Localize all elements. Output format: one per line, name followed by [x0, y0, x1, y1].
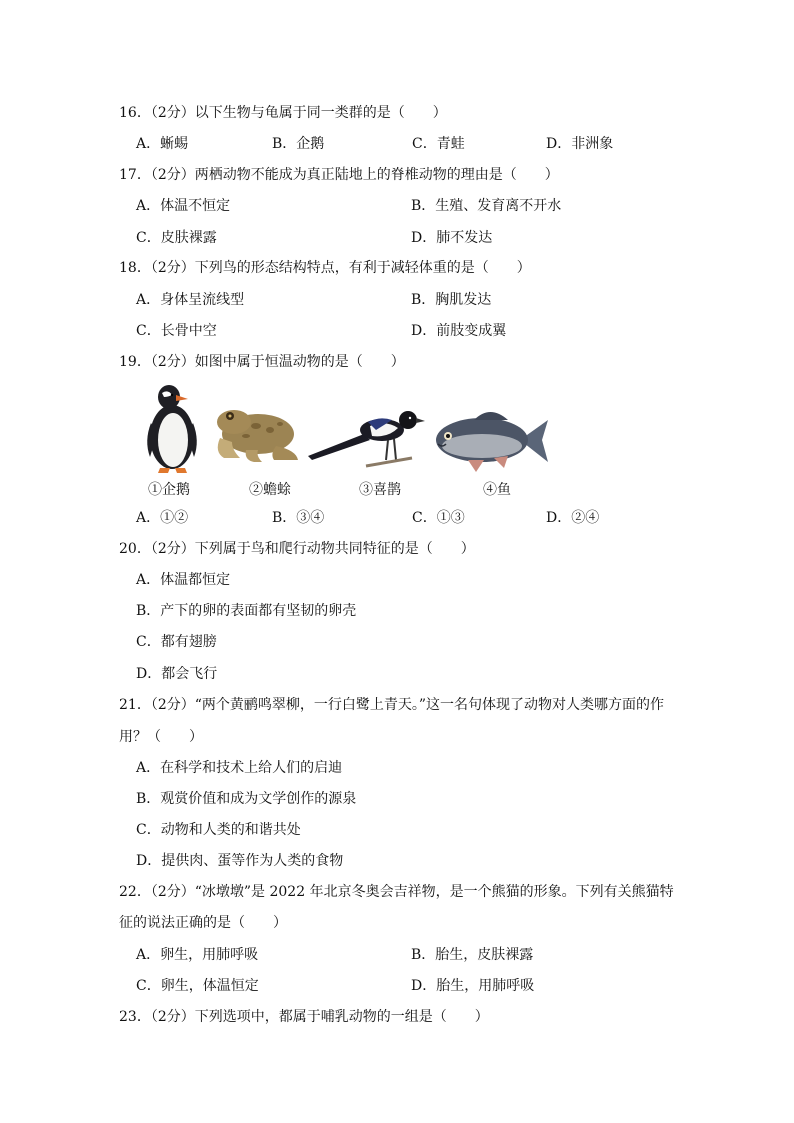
question-21-option-c: C．动物和人类的和谐共处	[136, 822, 301, 838]
question-17-option-a: A．体温不恒定	[136, 198, 231, 214]
question-21-option-a: A．在科学和技术上给人们的启迪	[136, 760, 343, 776]
question-17-option-b: B．生殖、发育离不开水	[411, 198, 562, 214]
question-23-stem: 23．（2分）下列选项中，都属于哺乳动物的一组是（ ）	[119, 1009, 489, 1025]
caption-toad: ②蟾蜍	[249, 482, 291, 498]
caption-fish: ④鱼	[483, 482, 511, 498]
question-21-option-b: B．观赏价值和成为文学创作的源泉	[136, 791, 357, 807]
question-20-stem: 20．（2分）下列属于鸟和爬行动物共同特征的是（ ）	[119, 541, 475, 557]
question-19-option-c: C．①③	[412, 510, 465, 526]
question-20-option-c: C．都有翅膀	[136, 634, 217, 650]
question-18-option-c: C．长骨中空	[136, 323, 217, 339]
question-17-stem: 17．（2分）两栖动物不能成为真正陆地上的脊椎动物的理由是（ ）	[119, 167, 559, 183]
question-21-stem-line2: 用？（ ）	[119, 729, 203, 745]
question-18-stem: 18．（2分）下列鸟的形态结构特点，有利于减轻体重的是（ ）	[119, 260, 531, 276]
question-18-option-d: D．前肢变成翼	[411, 323, 507, 339]
question-22-option-d: D．胎生，用肺呼吸	[411, 978, 535, 994]
penguin-icon	[142, 383, 202, 475]
fish-icon	[428, 404, 552, 476]
question-16-option-a: A．蜥蜴	[136, 136, 189, 152]
question-17-option-c: C．皮肤裸露	[136, 230, 217, 246]
question-19-option-d: D．②④	[546, 510, 600, 526]
magpie-icon	[306, 404, 426, 472]
question-22-option-a: A．卵生，用肺呼吸	[136, 947, 259, 963]
question-16-stem: 16．（2分）以下生物与龟属于同一类群的是（ ）	[119, 105, 447, 121]
question-20-option-a: A．体温都恒定	[136, 572, 231, 588]
question-20-option-b: B．产下的卵的表面都有坚韧的卵壳	[136, 603, 357, 619]
question-19-option-b: B．③④	[272, 510, 325, 526]
caption-magpie: ③喜鹊	[359, 482, 401, 498]
question-21-stem-line1: 21．（2分）“两个黄鹂鸣翠柳，一行白鹭上青天。”这一名句体现了动物对人类哪方面的作	[119, 697, 665, 713]
toad-icon	[210, 400, 304, 468]
question-16-option-b: B．企鹅	[272, 136, 325, 152]
question-16-option-c: C．青蛙	[412, 136, 465, 152]
question-22-stem-line2: 征的说法正确的是（ ）	[119, 915, 287, 931]
question-19-stem: 19．（2分）如图中属于恒温动物的是（ ）	[119, 354, 405, 370]
question-18-option-b: B．胸肌发达	[411, 292, 492, 308]
question-16-option-d: D．非洲象	[546, 136, 614, 152]
caption-penguin: ①企鹅	[148, 482, 190, 498]
question-21-option-d: D．提供肉、蛋等作为人类的食物	[136, 853, 344, 869]
question-22-stem-line1: 22．（2分）“冰墩墩”是 2022 年北京冬奥会吉祥物，是一个熊猫的形象。下列有关熊猫特	[119, 884, 674, 900]
question-19-option-a: A．①②	[136, 510, 189, 526]
question-18-option-a: A．身体呈流线型	[136, 292, 245, 308]
question-22-option-b: B．胎生，皮肤裸露	[411, 947, 534, 963]
question-20-option-d: D．都会飞行	[136, 666, 218, 682]
question-17-option-d: D．肺不发达	[411, 230, 493, 246]
question-22-option-c: C．卵生，体温恒定	[136, 978, 259, 994]
